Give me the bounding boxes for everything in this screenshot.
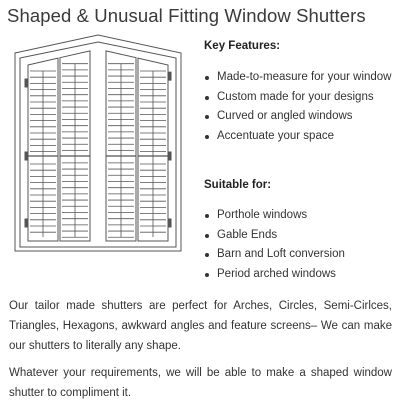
suitable-for-heading: Suitable for: — [204, 179, 272, 191]
list-item: Porthole windows — [204, 206, 394, 226]
window-frame — [15, 35, 181, 251]
list-item: Accentuate your space — [204, 127, 394, 147]
page-title: Shaped & Unusual Fitting Window Shutters — [7, 5, 366, 26]
key-features-list — [204, 68, 394, 146]
description-paragraph: Whatever your requirements, we will be able to make a shaped window shutter to compliment it. — [9, 367, 392, 399]
list-item: Period arched windows — [204, 265, 394, 285]
key-features-heading: Key Features: — [204, 40, 281, 52]
hinge — [169, 72, 171, 80]
hinge — [25, 219, 27, 227]
hinge — [25, 152, 27, 160]
list-item: Custom made for your designs — [204, 88, 394, 108]
shutter-illustration — [14, 34, 182, 257]
suitable-for-list — [204, 206, 394, 284]
list-item: Barn and Loft conversion — [204, 245, 394, 265]
hinge — [169, 152, 171, 160]
list-item: Made-to-measure for your window — [204, 68, 394, 88]
list-item: Gable Ends — [204, 226, 394, 246]
angled-window-shutters-icon — [14, 34, 182, 252]
hinge — [169, 219, 171, 227]
description-paragraph: Our tailor made shutters are perfect for Arches, Circles, Semi-Cirlces, Triangles, Hexagons, awkward angles and feature screens– We can make our shutters to literally any shape. — [9, 300, 392, 352]
list-item: Curved or angled windows — [204, 107, 394, 127]
hinge — [25, 79, 27, 87]
